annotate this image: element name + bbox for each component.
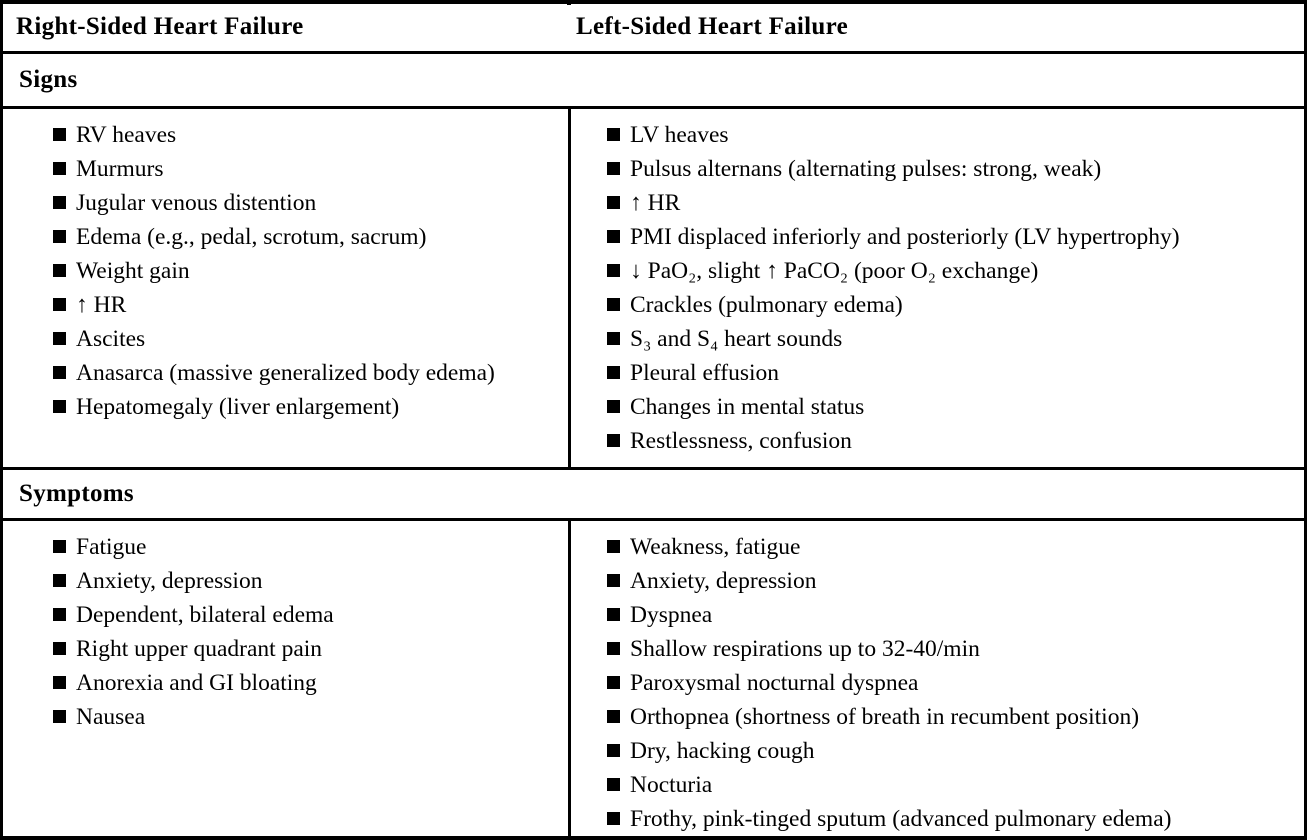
list-item [53, 152, 562, 186]
list-item-text: Anorexia and GI bloating [76, 670, 317, 696]
list-item [53, 254, 562, 288]
black-square-bullet-icon [607, 540, 620, 553]
section-row-signs [3, 54, 1304, 110]
symptoms-body-row [3, 521, 1304, 836]
list-item-text: Weight gain [76, 258, 190, 285]
list-item-text: ↑ HR [630, 190, 681, 217]
list-item-text: RV heaves [76, 122, 177, 149]
symptoms-right-sided-list [53, 530, 562, 734]
list-item-text: PMI displaced inferiorly and posteriorly (LV hypertrophy) [630, 224, 1180, 251]
list-item [53, 186, 562, 220]
list-item [607, 632, 1300, 666]
black-square-bullet-icon [607, 400, 620, 413]
list-item-text: LV heaves [630, 122, 729, 149]
list-item [607, 564, 1300, 598]
list-item-text: Paroxysmal nocturnal dyspnea [630, 670, 919, 696]
list-item-text: Hepatomegaly (liver enlargement) [76, 394, 400, 421]
column-header-left-sided: Left-Sided Heart Failure [576, 13, 848, 41]
list-item-text: Nausea [76, 704, 146, 730]
black-square-bullet-icon [53, 264, 66, 277]
black-square-bullet-icon [53, 332, 66, 345]
black-square-bullet-icon [53, 574, 66, 587]
list-item [607, 288, 1300, 322]
black-square-bullet-icon [607, 676, 620, 689]
black-square-bullet-icon [53, 642, 66, 655]
list-item-text: Frothy, pink-tinged sputum (advanced pulmonary edema) [630, 806, 1172, 832]
list-item [607, 390, 1300, 424]
list-item [607, 254, 1300, 288]
list-item [607, 356, 1300, 390]
symptoms-left-sided-cell [571, 521, 1304, 836]
list-item [607, 802, 1300, 836]
list-item [53, 288, 562, 322]
black-square-bullet-icon [53, 298, 66, 311]
black-square-bullet-icon [607, 162, 620, 175]
list-item [607, 700, 1300, 734]
black-square-bullet-icon [607, 264, 620, 277]
black-square-bullet-icon [53, 608, 66, 621]
column-header-right-sided: Right-Sided Heart Failure [16, 13, 304, 41]
black-square-bullet-icon [53, 676, 66, 689]
list-item-text: Shallow respirations up to 32-40/min [630, 636, 980, 662]
signs-body-row [3, 109, 1304, 470]
black-square-bullet-icon [607, 196, 620, 209]
list-item [607, 734, 1300, 768]
list-item [607, 322, 1300, 356]
list-item-text: Dependent, bilateral edema [76, 602, 334, 628]
list-item-text: Changes in mental status [630, 394, 865, 421]
list-item [53, 390, 562, 424]
list-item-text: Orthopnea (shortness of breath in recumbent position) [630, 704, 1140, 730]
list-item [53, 564, 562, 598]
list-item [607, 220, 1300, 254]
black-square-bullet-icon [53, 128, 66, 141]
black-square-bullet-icon [607, 608, 620, 621]
list-item-text: Fatigue [76, 534, 147, 560]
black-square-bullet-icon [607, 744, 620, 757]
black-square-bullet-icon [607, 778, 620, 791]
list-item-text: Anxiety, depression [76, 568, 263, 594]
black-square-bullet-icon [607, 128, 620, 141]
list-item [53, 530, 562, 564]
black-square-bullet-icon [607, 642, 620, 655]
list-item-text: Right upper quadrant pain [76, 636, 323, 662]
list-item [607, 666, 1300, 700]
list-item-text: Restlessness, confusion [630, 428, 852, 455]
signs-right-sided-list [53, 118, 562, 424]
list-item [607, 186, 1300, 220]
list-item [607, 424, 1300, 458]
list-item [607, 530, 1300, 564]
list-item [53, 632, 562, 666]
black-square-bullet-icon [607, 298, 620, 311]
scan-artifact-tick [567, 0, 571, 5]
list-item [53, 356, 562, 390]
black-square-bullet-icon [53, 230, 66, 243]
black-square-bullet-icon [53, 196, 66, 209]
list-item-text: S₃ and S₄ heart sounds [630, 326, 843, 353]
list-item-text: Weakness, fatigue [630, 534, 801, 560]
list-item [53, 322, 562, 356]
list-item-text: Nocturia [630, 772, 713, 798]
list-item-text: ↑ HR [76, 292, 127, 319]
list-item-text: Pulsus alternans (alternating pulses: strong, weak) [630, 156, 1102, 183]
signs-left-sided-cell [571, 109, 1304, 467]
black-square-bullet-icon [53, 366, 66, 379]
black-square-bullet-icon [53, 162, 66, 175]
black-square-bullet-icon [53, 400, 66, 413]
section-label-signs: Signs [19, 66, 78, 94]
black-square-bullet-icon [53, 540, 66, 553]
list-item-text: Anasarca (massive generalized body edema) [76, 360, 495, 387]
list-item [53, 666, 562, 700]
list-item [607, 598, 1300, 632]
list-item-text: ↓ PaO₂, slight ↑ PaCO₂ (poor O₂ exchange) [630, 258, 1039, 285]
black-square-bullet-icon [607, 332, 620, 345]
list-item [53, 598, 562, 632]
list-item [53, 700, 562, 734]
symptoms-left-sided-list [607, 530, 1300, 836]
list-item-text: Dyspnea [630, 602, 713, 628]
black-square-bullet-icon [607, 434, 620, 447]
list-item-text: Edema (e.g., pedal, scrotum, sacrum) [76, 224, 427, 251]
list-item-text: Jugular venous distention [76, 190, 317, 217]
section-row-symptoms [3, 470, 1304, 521]
list-item-text: Murmurs [76, 156, 164, 183]
list-item-text: Ascites [76, 326, 146, 353]
list-item [607, 152, 1300, 186]
table-header-row [3, 4, 1304, 54]
black-square-bullet-icon [53, 710, 66, 723]
list-item [607, 118, 1300, 152]
list-item [607, 768, 1300, 802]
list-item [53, 118, 562, 152]
list-item-text: Pleural effusion [630, 360, 780, 387]
black-square-bullet-icon [607, 230, 620, 243]
black-square-bullet-icon [607, 574, 620, 587]
black-square-bullet-icon [607, 710, 620, 723]
signs-left-sided-list [607, 118, 1300, 458]
list-item-text: Dry, hacking cough [630, 738, 815, 764]
symptoms-right-sided-cell [3, 521, 571, 836]
black-square-bullet-icon [607, 812, 620, 825]
black-square-bullet-icon [607, 366, 620, 379]
signs-right-sided-cell [3, 109, 571, 467]
list-item-text: Crackles (pulmonary edema) [630, 292, 903, 319]
list-item [53, 220, 562, 254]
list-item-text: Anxiety, depression [630, 568, 817, 594]
section-label-symptoms: Symptoms [19, 480, 134, 508]
